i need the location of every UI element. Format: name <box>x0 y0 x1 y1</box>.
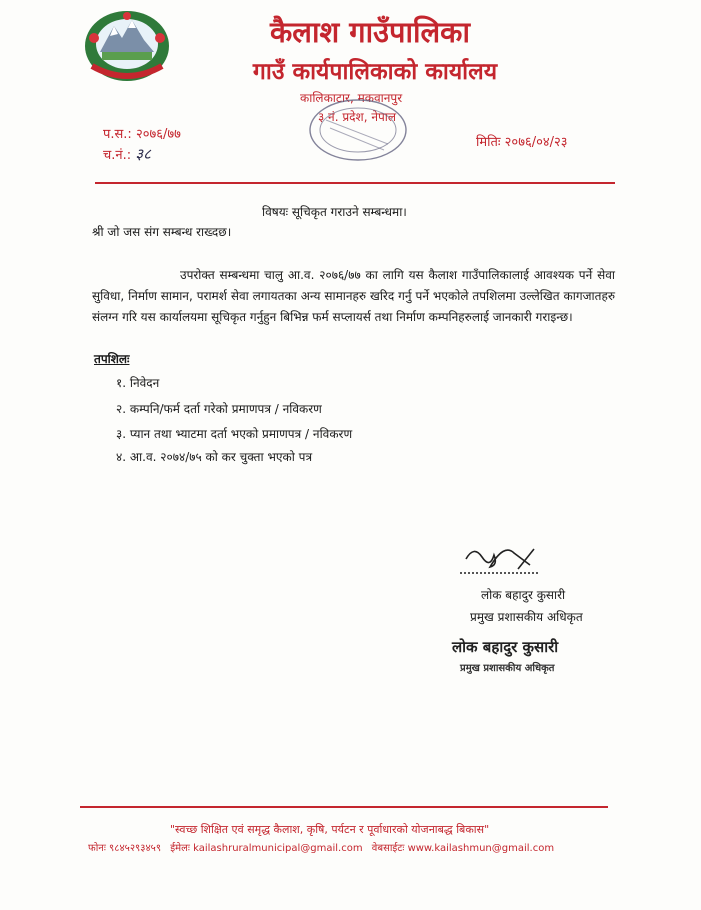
footer-divider <box>80 806 608 808</box>
footer-email[interactable]: ईमेलः kailashruralmunicipal@gmail.com <box>170 843 363 854</box>
letter-body: उपरोक्त सम्बन्धमा चालु आ.व. २०७६/७७ का लागि यस कैलाश गाउँपालिकालाई आवश्यक पर्ने सेवा सुविधा, निर्माण सामान, परामर्श सेवा लगायतका अन्य सामानहरु खरिद गर्नु पर्ने भएकोले तपशिलमा उल्लेखित कागजातहरु संलग्न गरि यस कार्यालयमा सूचिकृत गर्नुहुन बिभिन्न फर्म सप्लायर्स तथा निर्माण कम्पनिहरुलाई जानकारी गराइन्छ। <box>92 268 615 324</box>
dispatch-number <box>103 144 151 164</box>
nepal-emblem-icon <box>82 8 172 84</box>
office-stamp <box>296 96 416 170</box>
dispatch-label: च.नं.: <box>103 148 132 163</box>
signer-title: प्रमुख प्रशासकीय अधिकृत <box>470 610 583 624</box>
list-item: ४. आ.व. २०७४/७५ को कर चुक्ता भएको पत्र <box>116 450 313 464</box>
signer-name: लोक बहादुर कुसारी <box>481 588 566 602</box>
letter-subject: विषयः सूचिकृत गराउने सम्बन्धमा। <box>262 205 407 219</box>
office-name: कैलाश गाउँपालिका <box>270 15 470 49</box>
footer-website[interactable]: वेबसाईटः www.kailashmun@gmail.com <box>371 843 555 854</box>
list-item: ३. प्यान तथा भ्याटमा दर्ता भएको प्रमाणपत्र / नविकरण <box>116 427 353 441</box>
letter-reference-number: प.स.: २०७६/७७ <box>103 127 181 142</box>
list-item: १. निवेदन <box>116 376 160 390</box>
office-subtitle: गाउँ कार्यपालिकाको कार्यालय <box>252 59 498 85</box>
header-divider <box>95 182 615 184</box>
attachment-list-heading: तपशिलः <box>94 352 130 366</box>
address-line-1: कालिकाटार, मकवानपुर <box>300 91 403 105</box>
dispatch-value: ३८ <box>135 145 151 163</box>
name-stamp: लोक बहादुर कुसारी <box>452 638 559 656</box>
address-line-2: ३ नं. प्रदेश, नेपाल <box>318 110 397 124</box>
footer-motto: "स्वच्छ शिक्षित एवं समृद्ध कैलाश, कृषि, पर्यटन र पूर्वाधारको योजनाबद्ध बिकास" <box>170 823 490 836</box>
list-item: २. कम्पनि/फर्म दर्ता गरेको प्रमाणपत्र / नविकरण <box>116 402 322 416</box>
letter-addressee: श्री जो जस संग सम्बन्ध राख्दछ। <box>92 225 232 239</box>
title-stamp: प्रमुख प्रशासकीय अधिकृत <box>460 663 555 674</box>
letter-date: मितिः २०७६/०४/२३ <box>476 135 568 150</box>
footer-contact <box>88 840 560 854</box>
signature-line <box>460 572 538 574</box>
footer-phone: फोनः ९८४५२९३४५९ <box>88 843 162 854</box>
